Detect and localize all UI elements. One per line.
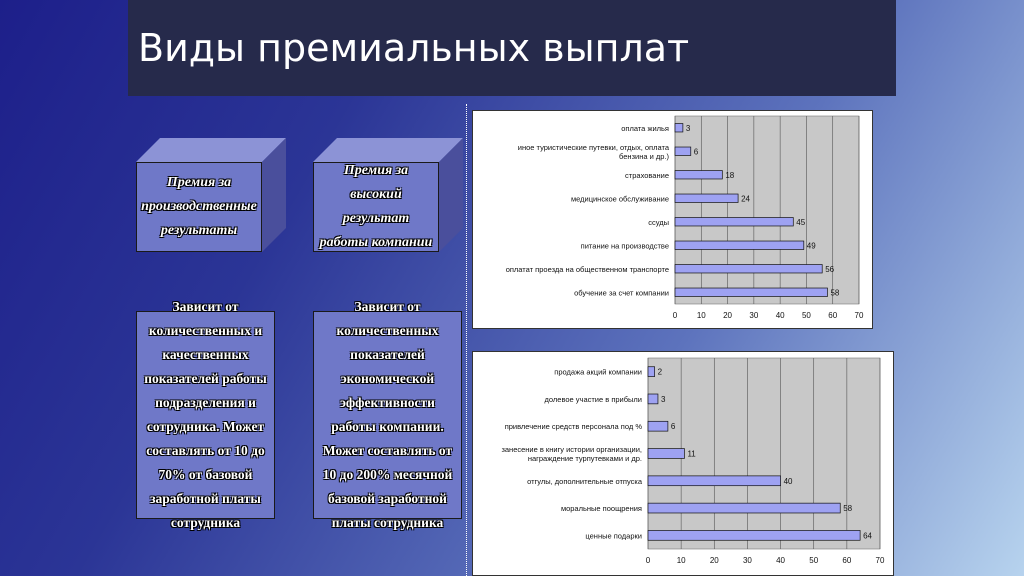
bar [675,218,793,226]
bar [648,394,658,404]
chart-panel-1 [472,110,873,329]
data-label: 18 [725,170,735,180]
x-tick-label: 30 [749,311,759,320]
data-label: 56 [825,264,835,274]
category-label: медицинское обслуживание [570,194,669,204]
data-label: 6 [670,422,676,432]
box-label: Премия за производственные результаты [141,175,257,238]
bar [648,503,840,513]
x-tick-label: 0 [645,556,651,565]
box-top-face [136,138,286,162]
x-tick-label: 20 [709,556,719,565]
data-label: 45 [796,217,806,227]
bar [675,147,691,155]
category-label: оплатат проезда на общественном транспорте [505,264,669,274]
box-label: Премия за высокий результат работы компании [319,163,433,250]
category-label: долевое участие в прибыли [544,394,642,404]
category-label: ценные подарки [585,531,642,541]
bar [675,241,804,249]
bar [648,530,860,540]
data-label: 24 [741,194,750,204]
category-label: привлечение средств персонала под % [504,422,642,432]
data-label: 3 [660,394,666,404]
note-text: Зависит от количественных и качественных показателей работы подразделения и сотрудника. Может составлять от 10 до 70% от базовой заработной платы сотрудника [144,299,267,530]
x-tick-label: 60 [828,311,838,320]
data-label: 40 [783,476,793,486]
x-tick-label: 70 [854,311,864,320]
x-tick-label: 10 [676,556,686,565]
box-front-face [313,162,439,252]
data-label: 49 [806,241,816,251]
chart-panel-2 [472,351,894,576]
note-production [136,299,275,530]
bar [675,124,683,132]
premium-box-company [313,138,463,260]
x-tick-label: 70 [875,556,885,565]
x-tick-label: 60 [842,556,852,565]
chart-2 [473,352,893,575]
category-label: моральные поощрения [560,504,642,514]
box-front-face [136,162,262,252]
category-label: питание на производстве [580,241,669,251]
title-bar [128,0,896,96]
chart-1 [473,111,872,328]
x-tick-label: 40 [775,311,785,320]
x-tick-label: 30 [742,556,752,565]
category-label: обучение за счет компании [574,288,669,298]
category-label: иное туристические путевки, отдых, оплата бензина и др.) [517,142,669,161]
category-label: занесение в книгу истории организации, награждение турпутевками и др. [501,445,642,463]
bar [648,367,655,377]
premium-box-production [136,138,286,260]
bar [675,265,822,273]
data-label: 2 [657,367,663,377]
bar [648,421,668,431]
data-label: 6 [693,147,699,157]
category-label: страхование [625,170,669,180]
note-text: Зависит от количественных показателей экономической эффективности работы компании. Может составлять от 10 до 200% месячной базовой заработной платы сотрудника [322,299,453,530]
plot-area [675,116,859,304]
divider-line [466,104,469,576]
x-tick-label: 50 [801,311,811,320]
category-label: продажа акций компании [554,367,642,377]
data-label: 58 [830,288,840,298]
slide-title: Виды премиальных выплат [138,26,690,70]
category-label: ссуды [648,217,669,227]
x-tick-label: 20 [723,311,733,320]
data-label: 58 [843,504,853,514]
note-company [313,299,462,530]
x-tick-label: 40 [776,556,786,565]
bar [675,194,738,202]
x-tick-label: 0 [672,311,678,320]
data-label: 64 [863,531,873,541]
x-tick-label: 10 [696,311,706,320]
bar [675,171,722,179]
category-label: отгулы, дополнительные отпуска [527,476,642,486]
bar [648,476,781,486]
x-tick-label: 50 [809,556,819,565]
bar [648,449,684,459]
bar [675,288,827,296]
data-label: 3 [685,123,691,133]
category-label: оплата жилья [621,123,669,133]
data-label: 11 [687,449,696,459]
